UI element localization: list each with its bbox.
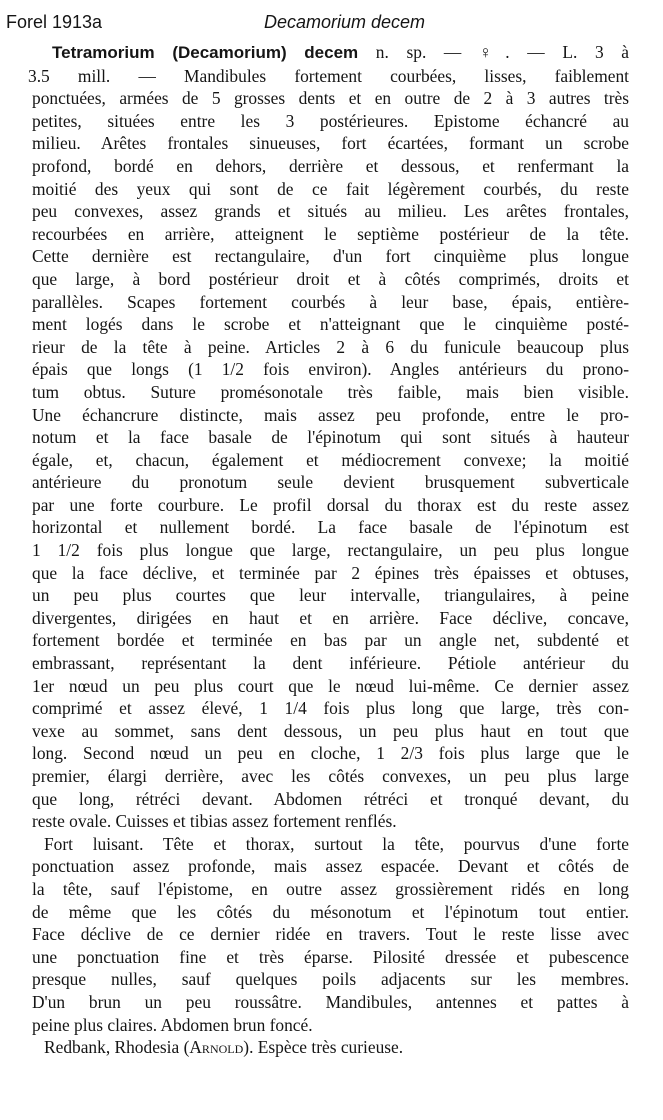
text-line: Fort luisant. Tête et thorax, surtout la tête, pourvus d'une forte [44, 833, 629, 854]
subgenus-name: (Decamorium) [172, 43, 287, 62]
text-line: moitié des yeux qui sont de ce fait légèrement courbés, du reste [32, 178, 629, 199]
text-line: par une forte courbure. Le profil dorsal du thorax est du reste assez [32, 494, 629, 515]
text-line: 1er nœud un peu plus court que le nœud lui-même. Ce dernier assez [32, 675, 629, 696]
text-line: Face déclive de ce dernier ridée en travers. Tout le reste lisse avec [32, 924, 629, 945]
text-line: ment logés dans le scrobe et n'atteignant que le cinquième posté- [32, 314, 629, 335]
text-line: reste ovale. Cuisses et tibias assez fortement renflés. [32, 811, 397, 832]
text-line: Une échancrure distincte, mais assez peu profonde, entre le pro- [32, 404, 629, 425]
species-name-header: Decamorium decem [264, 12, 426, 32]
title-rest: n. sp. — ♀. — L. 3 à [358, 42, 629, 62]
sculpture-color-paragraph [32, 833, 629, 1036]
text-line: ponctuées, armées de 5 grosses dents et en outre de 2 à 3 autres très [32, 88, 629, 109]
text-line: long. Second nœud un peu en cloche, 1 2/3 fois plus large que le [32, 743, 629, 764]
text-line: parallèles. Scapes fortement courbés à leur base, épais, entière- [32, 291, 629, 312]
text-line: Cette dernière est rectangulaire, d'un fort cinquième plus longue [32, 246, 629, 267]
text-line: comprimé et assez élevé, 1 1/4 fois plus long que large, très con- [32, 698, 629, 719]
locality-place: Redbank, Rhodesia ( [44, 1037, 190, 1058]
text-line: antérieure du pronotum seule devient brusquement subverticale [32, 472, 629, 493]
text-line: que large, à bord postérieur droit et à côtés comprimés, droits et [32, 268, 629, 289]
scanned-text [28, 41, 629, 1059]
text-line: que la face déclive, et terminée par 2 épines très épaisses et obtuses, [32, 562, 629, 583]
text-line: profond, bordé en dehors, derrière et dessous, et renfermant la [32, 155, 629, 176]
text-line: horizontal et nullement bordé. La face basale de l'épinotum est [32, 517, 629, 538]
text-line: divergentes, dirigées en haut et en arrière. Face déclive, concave, [32, 607, 629, 628]
text-line: peine plus claires. Abdomen brun foncé. [32, 1014, 313, 1035]
text-line: premier, élargi derrière, avec les côtés convexes, un peu plus large [32, 766, 629, 786]
text-line: petites, situées entre les 3 postérieures. Epistome échancré au [32, 110, 629, 131]
description-paragraph [28, 41, 629, 833]
text-line: tum obtus. Suture promésonotale très faible, mais bien visible. [32, 381, 629, 402]
text-line: vexe au sommet, sans dent dessous, un peu plus haut en tout que [32, 720, 629, 741]
text-line: 1 1/2 fois plus longue que large, rectangulaire, un peu plus longue [32, 540, 629, 561]
text-line: une ponctuation fine et très éparse. Pilosité dressée et pubescence [32, 946, 629, 967]
text-line: fortement bordée et terminée en bas par un angle net, subdenté et [32, 630, 629, 651]
locality-line [32, 1036, 629, 1059]
text-line: rieur de la tête à peine. Articles 2 à 6 du funicule beaucoup plus [32, 336, 629, 357]
locality-remark: ). Espèce très curieuse. [243, 1037, 404, 1058]
text-line: épais que longs (1 1/2 fois environ). Angles antérieurs du prono- [32, 359, 629, 380]
title-line [32, 41, 629, 65]
text-line: ponctuation assez profonde, mais assez espacée. Devant et côtés de [32, 856, 629, 877]
genus-name: Tetramorium [52, 43, 155, 62]
text-line: peu convexes, assez grands et situés au milieu. Les arêtes frontales, [32, 201, 629, 222]
text-line: milieu. Arêtes frontales sinueuses, fort écartées, formant un scrobe [32, 133, 629, 154]
text-line: D'un brun un peu roussâtre. Mandibules, antennes et pattes à [32, 991, 629, 1012]
collector-name: Arnold [189, 1037, 244, 1058]
text-line: presque nulles, sauf quelques poils adjacents sur les membres. [32, 969, 629, 990]
text-line: recourbées en arrière, atteignent le septième postérieur de la tête. [32, 223, 629, 244]
text-line: un peu plus courtes que leur intervalle, triangulaires, à peine [32, 585, 629, 606]
text-line: notum et la face basale de l'épinotum qui sont situés à hauteur [32, 427, 629, 448]
text-line: de même que les côtés du mésonotum et l'épinotum tout entier. [32, 901, 629, 922]
text-line: la tête, sauf l'épistome, en outre assez grossièrement ridés en long [32, 878, 629, 899]
text-line: que long, rétréci devant. Abdomen rétréci et tronqué devant, du [32, 788, 629, 809]
text-line: 3.5 mill. — Mandibules fortement courbées, lisses, faiblement [28, 65, 629, 86]
citation-reference: Forel 1913a [6, 12, 103, 32]
text-line: égale, et, chacun, également et médiocrement convexe; la moitié [32, 449, 629, 470]
page-header [6, 12, 646, 36]
text-line: embrassant, représentant la dent inférieure. Pétiole antérieur du [32, 653, 629, 674]
species-epithet: decem [304, 43, 359, 62]
